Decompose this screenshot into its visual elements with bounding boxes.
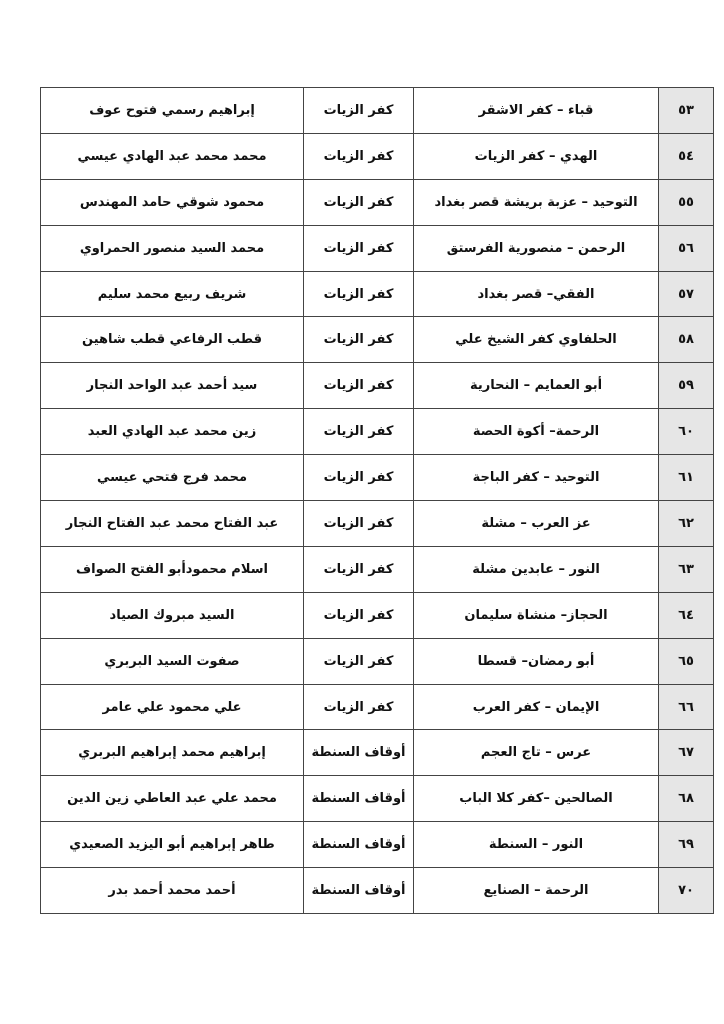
table-row [41, 88, 714, 134]
imam-name-cell: إبراهيم رسمي فتوح عوف [41, 88, 304, 134]
mosque-cell: النور – عابدين مشلة [414, 546, 659, 592]
village-cell: كفر الزيات [304, 455, 414, 501]
mosque-cell: أبو العمايم – النحارية [414, 363, 659, 409]
row-number: ٥٤ [659, 133, 714, 179]
imam-name-cell: عبد الفتاح محمد عبد الفتاح النجار [41, 501, 304, 547]
imam-name-cell: اسلام محمودأبو الفتح الصواف [41, 546, 304, 592]
imam-name-cell: صفوت السيد البربري [41, 638, 304, 684]
village-cell: كفر الزيات [304, 179, 414, 225]
village-cell: كفر الزيات [304, 592, 414, 638]
mosque-cell: قباء – كفر الاشقر [414, 88, 659, 134]
table-row [41, 776, 714, 822]
mosque-cell: الصالحين –كفر كلا الباب [414, 776, 659, 822]
row-number: ٦٤ [659, 592, 714, 638]
village-cell: كفر الزيات [304, 317, 414, 363]
table-row [41, 271, 714, 317]
village-cell: كفر الزيات [304, 88, 414, 134]
imam-name-cell: سيد أحمد عبد الواحد النجار [41, 363, 304, 409]
mosque-cell: الرحمن – منصورية الفرستق [414, 225, 659, 271]
row-number: ٧٠ [659, 868, 714, 914]
mosque-cell: الحجاز– منشاة سليمان [414, 592, 659, 638]
village-cell: أوقاف السنطة [304, 868, 414, 914]
village-cell: كفر الزيات [304, 501, 414, 547]
row-number: ٥٨ [659, 317, 714, 363]
table-row [41, 455, 714, 501]
table-row [41, 684, 714, 730]
row-number: ٥٣ [659, 88, 714, 134]
imam-name-cell: السيد مبروك الصياد [41, 592, 304, 638]
row-number: ٥٧ [659, 271, 714, 317]
imam-name-cell: قطب الرفاعي قطب شاهين [41, 317, 304, 363]
village-cell: كفر الزيات [304, 546, 414, 592]
table-row [41, 546, 714, 592]
mosque-cell: عرس – تاج العجم [414, 730, 659, 776]
village-cell: كفر الزيات [304, 638, 414, 684]
mosque-cell: التوحيد – كفر الباجة [414, 455, 659, 501]
table-row [41, 133, 714, 179]
assignments-table [40, 87, 714, 914]
table-row [41, 409, 714, 455]
imam-name-cell: إبراهيم محمد إبراهيم البربري [41, 730, 304, 776]
imam-name-cell: محمد السيد منصور الحمراوي [41, 225, 304, 271]
table-row [41, 179, 714, 225]
imam-name-cell: محمد فرج فتحي عيسي [41, 455, 304, 501]
table-row [41, 592, 714, 638]
mosque-cell: أبو رمضان– قسطا [414, 638, 659, 684]
row-number: ٥٦ [659, 225, 714, 271]
table-row [41, 638, 714, 684]
mosque-cell: التوحيد – عزبة بريشة قصر بغداد [414, 179, 659, 225]
mosque-cell: الإيمان – كفر العرب [414, 684, 659, 730]
imam-name-cell: أحمد محمد أحمد بدر [41, 868, 304, 914]
table-row [41, 225, 714, 271]
table-row [41, 868, 714, 914]
imam-name-cell: زين محمد عبد الهادي العبد [41, 409, 304, 455]
mosque-cell: الرحمة– أكوة الحصة [414, 409, 659, 455]
row-number: ٦٢ [659, 501, 714, 547]
table-row [41, 822, 714, 868]
mosque-cell: الفقي– قصر بغداد [414, 271, 659, 317]
imam-name-cell: طاهر إبراهيم أبو اليزيد الصعيدي [41, 822, 304, 868]
row-number: ٦٩ [659, 822, 714, 868]
row-number: ٦٧ [659, 730, 714, 776]
village-cell: كفر الزيات [304, 409, 414, 455]
village-cell: أوقاف السنطة [304, 822, 414, 868]
village-cell: كفر الزيات [304, 684, 414, 730]
mosque-cell: النور – السنطة [414, 822, 659, 868]
village-cell: أوقاف السنطة [304, 730, 414, 776]
mosque-cell: عز العرب – مشلة [414, 501, 659, 547]
mosque-cell: الرحمة – الصنايع [414, 868, 659, 914]
row-number: ٥٥ [659, 179, 714, 225]
row-number: ٥٩ [659, 363, 714, 409]
row-number: ٦٠ [659, 409, 714, 455]
row-number: ٦٣ [659, 546, 714, 592]
imam-name-cell: شريف ربيع محمد سليم [41, 271, 304, 317]
imam-name-cell: علي محمود علي عامر [41, 684, 304, 730]
village-cell: كفر الزيات [304, 225, 414, 271]
table-row [41, 501, 714, 547]
imam-name-cell: محمد علي عبد العاطي زين الدين [41, 776, 304, 822]
mosque-cell: الحلفاوي كفر الشيخ علي [414, 317, 659, 363]
imam-name-cell: محمود شوقي حامد المهندس [41, 179, 304, 225]
table-row [41, 363, 714, 409]
row-number: ٦٦ [659, 684, 714, 730]
mosque-cell: الهدي – كفر الزيات [414, 133, 659, 179]
table-row [41, 317, 714, 363]
village-cell: كفر الزيات [304, 133, 414, 179]
village-cell: كفر الزيات [304, 363, 414, 409]
row-number: ٦٨ [659, 776, 714, 822]
row-number: ٦٥ [659, 638, 714, 684]
row-number: ٦١ [659, 455, 714, 501]
table-body [41, 88, 714, 914]
village-cell: كفر الزيات [304, 271, 414, 317]
document-page [40, 87, 694, 914]
imam-name-cell: محمد محمد عبد الهادي عيسي [41, 133, 304, 179]
village-cell: أوقاف السنطة [304, 776, 414, 822]
table-row [41, 730, 714, 776]
